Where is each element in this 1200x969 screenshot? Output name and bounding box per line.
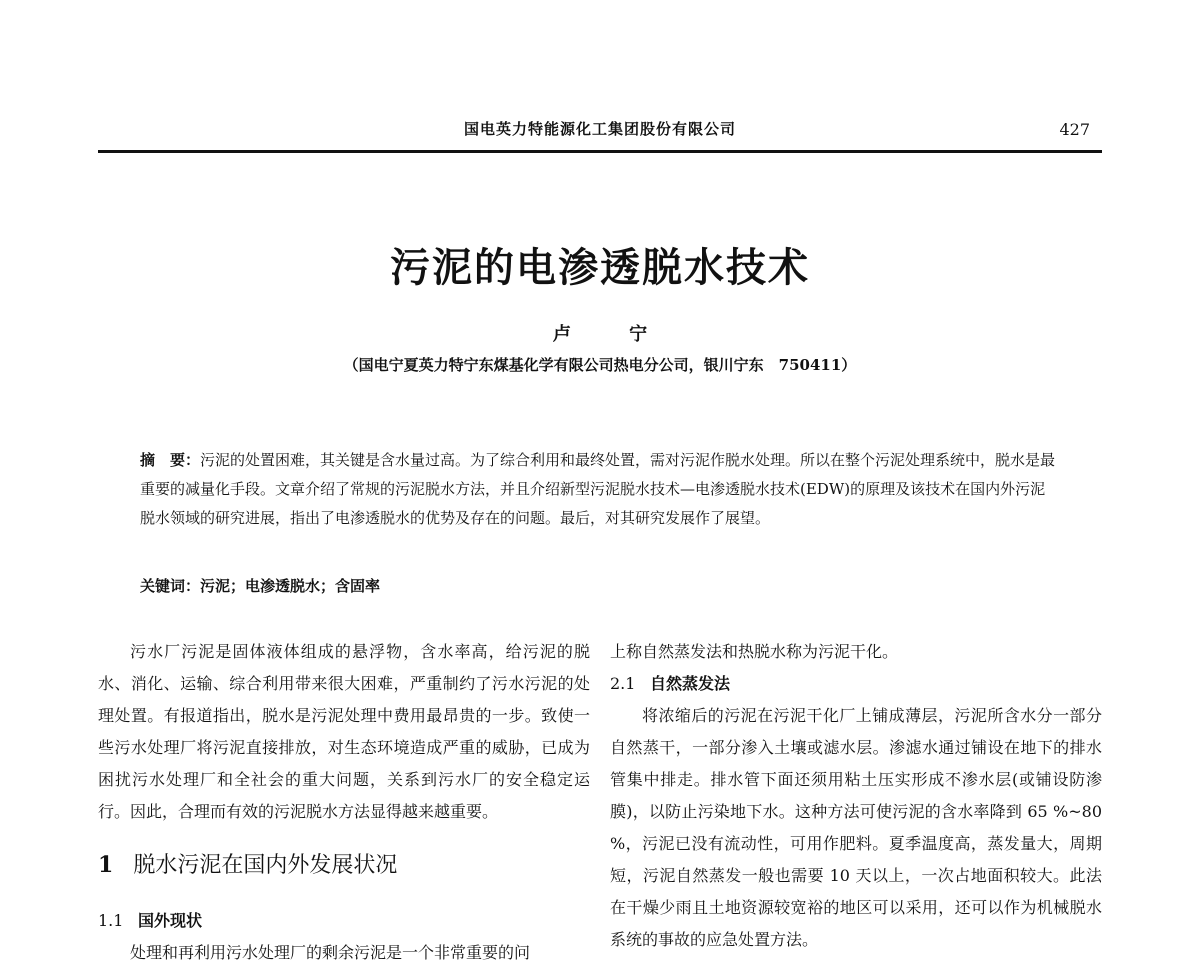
keywords [140, 575, 1060, 596]
page-number: 427 [1059, 120, 1090, 139]
page-header [98, 112, 1102, 153]
section-1-title: 脱水污泥在国内外发展状况 [133, 853, 398, 878]
running-head: 国电英力特能源化工集团股份有限公司 [463, 120, 736, 138]
continued-paragraph: 上称自然蒸发法和热脱水称为污泥干化。 [610, 642, 899, 661]
section-1-heading [98, 850, 590, 881]
section-1-1-heading [98, 905, 590, 937]
section-1-1-title: 国外现状 [138, 911, 203, 930]
right-column [610, 636, 1102, 952]
section-2-1-paragraph: 将浓缩后的污泥在污泥干化厂上铺成薄层，污泥所含水分一部分自然蒸干，一部分渗入土壤或滤水层。渗滤水通过铺设在地下的排水管集中排走。排水管下面还须用粘土压实形成不渗水层(或铺设防渗膜)，以防止污染地下水。这种方法可使污泥的含水率降到 65 %~80 %，污泥已没有流动性，可用作肥料。夏季温度高，蒸发量大，周期短，污泥自然蒸发一般也需要 10 天以上，一次占地面积较大。此法在干燥少雨且土地资源较宽裕的地区可以采用，还可以作为机械脱水系统的事故的应急处置方法。 [610, 706, 1102, 949]
keywords-label: 关键词： [140, 577, 201, 595]
author-name: 卢 宁 [552, 324, 674, 345]
author-affiliation: （国电宁夏英力特宁东煤基化学有限公司热电分公司，银川宁东 750411） [343, 356, 857, 374]
left-column [98, 636, 590, 962]
section-1-1-number: 1.1 [98, 911, 124, 930]
intro-paragraph: 污水厂污泥是固体液体组成的悬浮物，含水率高，给污泥的脱水、消化、运输、综合利用带来很大困难，严重制约了污水污泥的处理处置。有报道指出，脱水是污泥处理中费用最昂贵的一步。致使一些污水处理厂将污泥直接排放，对生态环境造成严重的威胁，已成为困扰污水处理厂和全社会的重大问题，关系到污水厂的安全稳定运行。因此，合理而有效的污泥脱水方法显得越来越重要。 [98, 642, 590, 821]
section-2-1-title: 自然蒸发法 [650, 674, 731, 693]
abstract [140, 446, 1060, 533]
article-title: 污泥的电渗透脱水技术 [390, 244, 810, 291]
abstract-text: 污泥的处置困难，其关键是含水量过高。为了综合利用和最终处置，需对污泥作脱水处理。所以在整个污泥处理系统中，脱水是最重要的减量化手段。文章介绍了常规的污泥脱水方法，并且介绍新型污泥脱水技术—电渗透脱水技术(EDW)的原理及该技术在国内外污泥脱水领域的研究进展，指出了电渗透脱水的优势及存在的问题。最后，对其研究发展作了展望。 [140, 451, 1056, 527]
section-1-1-paragraph: 处理和再利用污水处理厂的剩余污泥是一个非常重要的问 [130, 943, 531, 962]
section-2-1-heading [610, 668, 1102, 700]
section-1-number: 1 [98, 852, 114, 878]
keywords-text: 污泥；电渗透脱水；含固率 [200, 577, 381, 595]
section-2-1-number: 2.1 [610, 674, 636, 693]
abstract-label: 摘 要： [140, 451, 201, 469]
